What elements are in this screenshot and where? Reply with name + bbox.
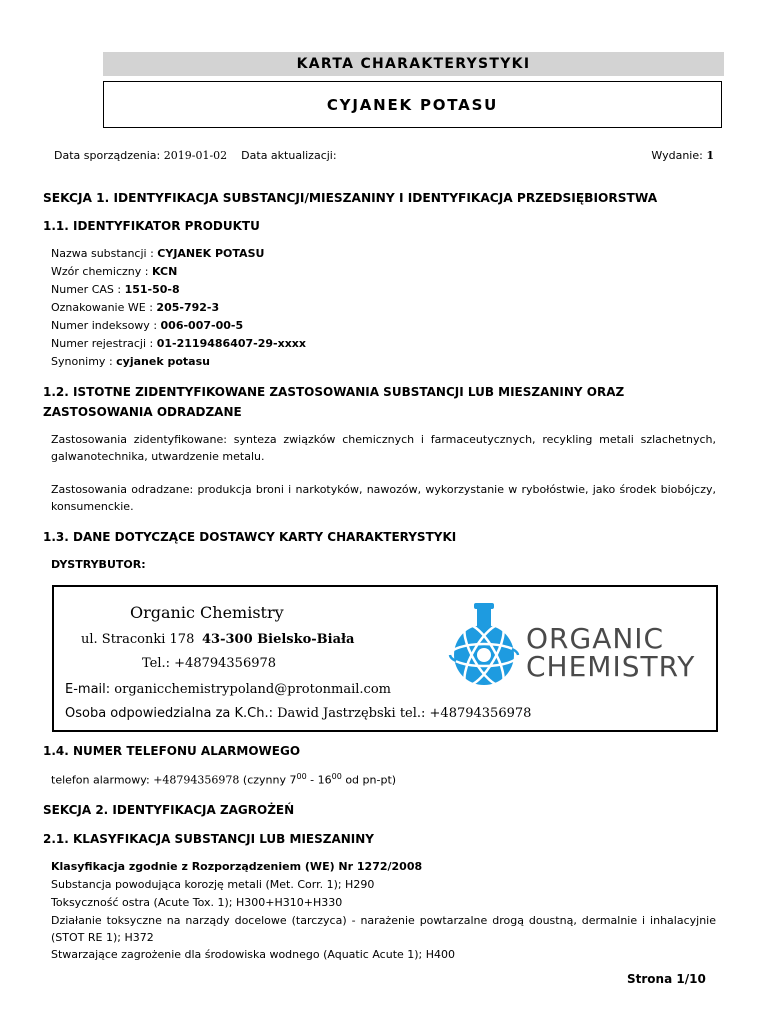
product-title: CYJANEK POTASU xyxy=(103,81,722,128)
telephone: Tel.: +48794356978 xyxy=(142,656,277,671)
s11-heading: 1.1. IDENTYFIKATOR PRODUKTU xyxy=(43,219,260,233)
s12-heading: 1.2. ISTOTNE ZIDENTYFIKOWANE ZASTOSOWANIA SUBSTANCJI LUB MIESZANINY ORAZ ZASTOSOWANIA ODRADZANE xyxy=(43,385,625,419)
updated-label: Data aktualizacji: xyxy=(241,149,337,162)
company-name: Organic Chemistry xyxy=(130,603,284,622)
classification-block xyxy=(51,858,716,964)
discouraged-uses: Zastosowania odradzane: produkcja broni i narkotyków, nawozów, wykorzystanie w rybołóstwie, jako środek biobójczy, konsumenckie. xyxy=(51,483,716,513)
responsible-person: Osoba odpowiedzialna za K.Ch.: Dawid Jastrzębski tel.: +48794356978 xyxy=(65,706,532,721)
email-address[interactable]: organicchemistrypoland@protonmail.com xyxy=(114,682,391,697)
identified-uses: Zastosowania zidentyfikowane: synteza związków chemicznych i farmaceutycznych, recykling metali szlachetnych, galwanotechnika, utwardzenie metalu. xyxy=(51,433,716,463)
supplier-box xyxy=(52,585,718,732)
street: ul. Straconki 178 xyxy=(81,632,195,647)
section2-heading: SEKCJA 2. IDENTYFIKACJA ZAGROŻEŃ xyxy=(43,803,295,817)
logo-wordmark: ORGANIC CHEMISTRY xyxy=(526,622,696,683)
kv-row: Numer indeksowy : 006-007-00-5 xyxy=(51,319,244,332)
distributor-label: DYSTRYBUTOR: xyxy=(51,558,146,571)
flask-atom-logo-icon xyxy=(444,601,524,691)
kv-row: Numer CAS : 151-50-8 xyxy=(51,283,180,296)
hazard-line: Działanie toksyczne na narządy docelowe (tarczyca) - narażenie powtarzalne drogą doustną, dermalnie i inhalacyjnie (STOT RE 1); H372 xyxy=(51,914,716,944)
hazard-line: Substancja powodująca korozję metali (Met. Corr. 1); H290 xyxy=(51,878,375,891)
product-identifiers xyxy=(51,245,306,371)
document-title: KARTA CHARAKTERYSTYKI xyxy=(103,52,724,76)
kv-row: Synonimy : cyjanek potasu xyxy=(51,355,210,368)
kv-row: Numer rejestracji : 01-2119486407-29-xxxx xyxy=(51,337,306,350)
edition-value: 1 xyxy=(706,149,714,162)
regulation-title: Klasyfikacja zgodnie z Rozporządzeniem (WE) Nr 1272/2008 xyxy=(51,860,423,873)
created-label: Data sporządzenia: xyxy=(54,149,161,162)
created-value: 2019-01-02 xyxy=(163,149,228,162)
page-number: Strona 1/10 xyxy=(627,972,706,986)
kv-row: Oznakowanie WE : 205-792-3 xyxy=(51,301,220,314)
dates-row xyxy=(54,149,714,162)
hazard-line: Toksyczność ostra (Acute Tox. 1); H300+H310+H330 xyxy=(51,896,343,909)
hazard-line: Stwarzające zagrożenie dla środowiska wodnego (Aquatic Acute 1); H400 xyxy=(51,948,456,961)
s14-heading: 1.4. NUMER TELEFONU ALARMOWEGO xyxy=(43,744,301,758)
alarm-phone: +48794356978 xyxy=(153,773,240,787)
section1-heading: SEKCJA 1. IDENTYFIKACJA SUBSTANCJI/MIESZANINY I IDENTYFIKACJA PRZEDSIĘBIORSTWA xyxy=(43,191,658,205)
s13-heading: 1.3. DANE DOTYCZĄCE DOSTAWCY KARTY CHARAKTERYSTYKI xyxy=(43,530,457,544)
kv-row: Nazwa substancji : CYJANEK POTASU xyxy=(51,247,265,260)
edition xyxy=(651,149,714,162)
email-line: E-mail: organicchemistrypoland@protonmail.com xyxy=(65,682,391,697)
kv-row: Wzór chemiczny : KCN xyxy=(51,265,178,278)
city: 43-300 Bielsko-Biała xyxy=(202,632,355,647)
alarm-phone-line: telefon alarmowy: +48794356978 (czynny $7^{00} - 16^{00}$ od pn-pt) xyxy=(51,772,397,787)
s21-heading: 2.1. KLASYFIKACJA SUBSTANCJI LUB MIESZANINY xyxy=(43,832,374,846)
edition-label: Wydanie: xyxy=(651,149,703,162)
